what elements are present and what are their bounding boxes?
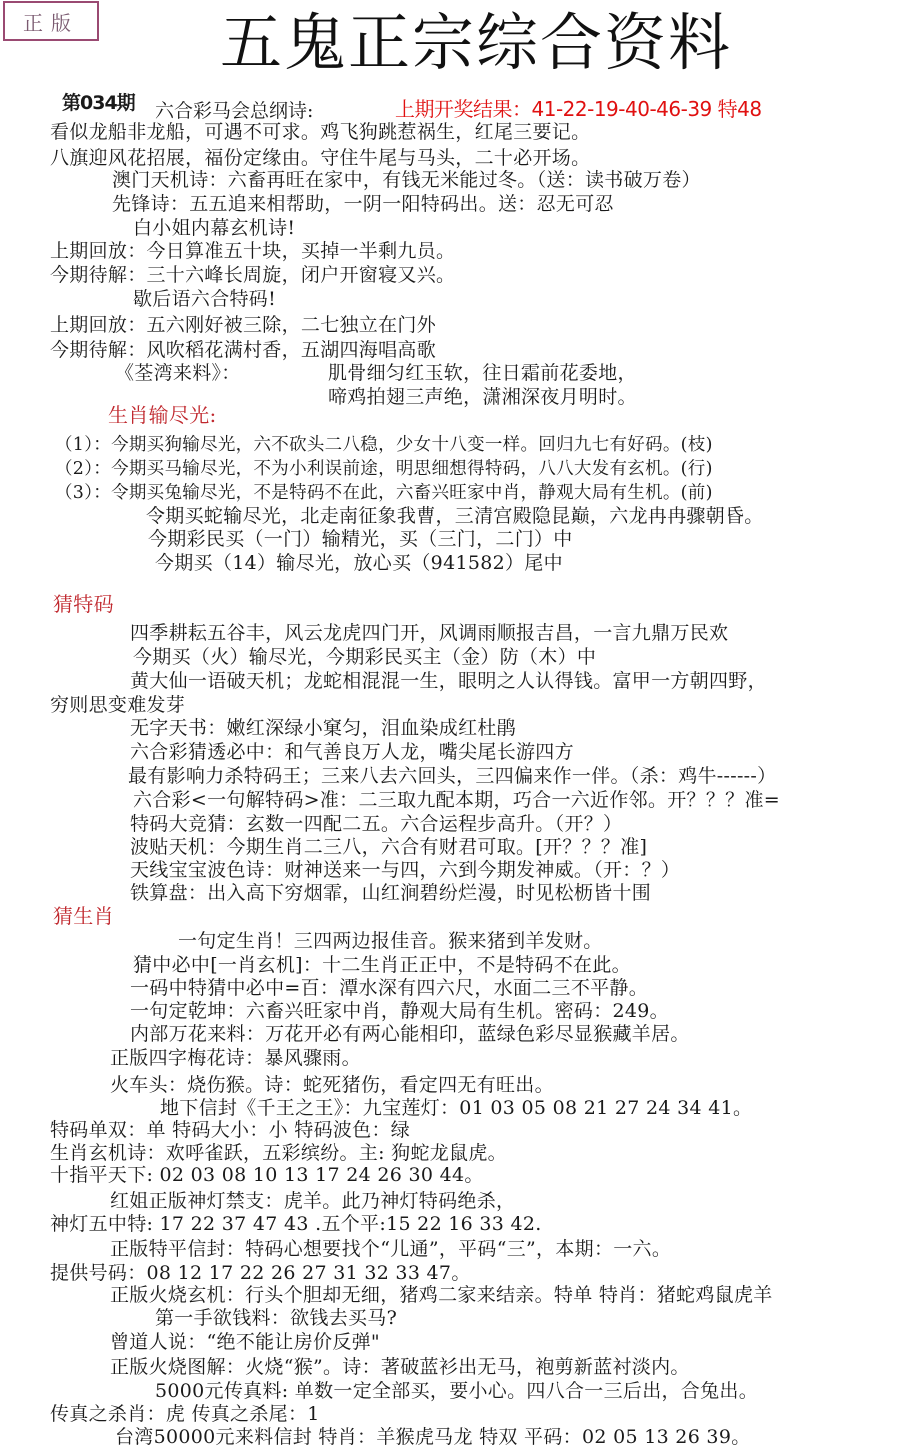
text-line: 红姐正版神灯禁支：虎羊。此乃神灯特码绝杀， [110,1190,516,1212]
text-line: 六合彩<一句解特码>准：二三取九配本期，巧合一六近作邻。开？？？准= [133,789,780,811]
text-line: 上期回放：五六刚好被三除，二七独立在门外 [50,314,437,336]
text-line: 特码大竞猜：玄数一四配二五。六合运程步高升。（开？） [130,813,623,835]
text-line: 歇后语六合特码! [133,288,277,310]
text-line: 上期回放：今日算准五十块，买掉一半剩九员。 [50,240,456,262]
text-line: 地下信封《千王之王》：九宝莲灯：01 03 05 08 21 27 24 34 41。 [160,1097,753,1119]
text-line: （2）：今期买马输尽光，不为小利误前途，明思细想得特码，八八大发有玄机。(行) [55,459,713,479]
issue-number: 第034期 [62,92,135,114]
text-line: 火车头：烧伤猴。诗：蛇死猪伤，看定四无有旺出。 [110,1074,554,1096]
text-line: 曾道人说：“绝不能让房价反弹" [110,1331,380,1353]
last-result-numbers: 41-22-19-40-46-39 [531,97,712,121]
text-line: 一句定生肖！三四两边报佳音。猴来猪到羊发财。 [178,930,603,952]
text-line: 波贴天机：今期生肖二三八，六合有财君可取。[开？？？准] [130,836,648,858]
text-line: 八旗迎风花招展，福份定缘由。守住牛尾与马头，二十必开场。 [50,147,591,169]
text-line: 神灯五中特: 17 22 37 47 43 .五个平:15 22 16 33 42. [50,1213,542,1235]
section-heading: 猜特码 [53,592,114,616]
text-line: 生肖玄机诗：欢呼雀跃，五彩缤纷。主: 狗蛇龙鼠虎。 [50,1142,507,1164]
text-line: 肌骨细匀红玉软，往日霜前花委地， [328,362,637,384]
text-line: 内部万花来料：万花开必有两心能相印，蓝绿色彩尽显猴藏羊居。 [130,1023,690,1045]
text-line: （1）：今期买狗输尽光，六不砍头二八稳，少女十八变一样。回归九七有好码。(枝) [55,435,713,455]
text-line: 穷则思变难发芽 [50,694,186,716]
text-line: 铁算盘：出入高下穷烟霏，山红涧碧纷烂漫，时见松枥皆十围 [130,882,652,904]
text-line: 啼鸡拍翅三声绝，潇湘深夜月明时。 [328,386,637,408]
text-line: 传真之杀肖：虎 传真之杀尾：1 [50,1403,320,1425]
text-line: 看似龙船非龙船，可遇不可求。鸡飞狗跳惹祸生，红尾三要记。 [50,121,591,143]
text-line: 第一手欲钱料：欲钱去买马? [155,1307,398,1329]
text-line: 今期待解：三十六峰长周旋，闭户开窗寝又兴。 [50,264,456,286]
text-line: 一句定乾坤：六畜兴旺家中肖，静观大局有生机。密码：249。 [130,1000,669,1022]
text-line: 四季耕耘五谷丰，风云龙虎四门开，风调雨顺报吉昌，一言九鼎万民欢 [130,622,729,644]
last-draw-result [395,93,762,122]
last-result-label: 上期开奖结果： [395,97,532,121]
text-line: 台湾50000元来料信封 特肖：羊猴虎马龙 特双 平码：02 05 13 26 39。 [115,1426,751,1448]
text-line: 黄大仙一语破天机；龙蛇相混混一生，眼明之人认得钱。富甲一方朝四野， [130,670,767,692]
poem-title: 六合彩马会总纲诗: [155,100,314,122]
text-line: 今期买（14）输尽光，放心买（941582）尾中 [155,552,563,574]
text-line: 天线宝宝波色诗：财神送来一与四，六到今期发神威。（开：？） [130,859,681,881]
text-line: 正版火烧图解：火烧“猴”。诗：著破蓝衫出无马，袍剪新蓝衬淡内。 [110,1356,690,1378]
text-line: 白小姐内幕玄机诗! [133,217,296,239]
text-line: 最有影响力杀特码王；三来八去六回头，三四偏来作一伴。（杀：鸡牛------） [128,765,777,787]
text-line: 今期彩民买（一门）输精光，买（三门，二门）中 [148,528,573,550]
text-line: 正版特平信封：特码心想要找个“儿通”，平码“三”，本期：一六。 [110,1238,672,1260]
official-stamp: 正版 [3,1,99,41]
section-heading: 猜生肖 [53,904,114,928]
text-line: 正版四字梅花诗：暴风骤雨。 [110,1047,361,1069]
text-line: 5000元传真料: 单数一定全部买，要小心。四八合一三后出，合兔出。 [155,1380,758,1402]
text-line: 特码单双：单 特码大小：小 特码波色：绿 [50,1119,411,1141]
text-line: 提供号码：08 12 17 22 26 27 31 32 33 47。 [50,1262,471,1284]
text-line: 一码中特猜中必中=百：潭水深有四六尺，水面二三不平静。 [130,977,649,999]
section-heading: 生肖输尽光: [108,403,217,427]
text-line: 今期买（火）输尽光，今期彩民买主（金）防（木）中 [133,646,597,668]
text-line: 澳门天机诗：六畜再旺在家中，有钱无米能过冬。（送：读书破万卷） [112,169,701,191]
text-line: 十指平天下: 02 03 08 10 13 17 24 26 30 44。 [50,1164,484,1186]
page-title: 五鬼正宗综合资料 [220,6,733,79]
text-line: 正版火烧玄机：行头个胆却无细，猪鸡二家来结亲。特单 特肖：猪蛇鸡鼠虎羊 [110,1284,773,1306]
last-result-special: 特48 [717,97,762,121]
text-line: （3）：令期买兔输尽光，不是特码不在此，六畜兴旺家中肖，静观大局有生机。(前) [55,483,713,503]
text-line: 令期买蛇输尽光，北走南征象我曹，三清宫殿隐昆巅，六龙冉冉骤朝昏。 [146,505,764,527]
text-line: 猜中必中[一肖玄机]：十二生肖正正中，不是特码不在此。 [133,954,631,976]
text-line: 无字天书：嫩红深绿小窠匀，泪血染成红杜鹃 [130,717,517,739]
text-line: 先锋诗：五五追来相帮助，一阴一阳特码出。送：忍无可忍 [112,193,614,215]
text-line: 《荃湾来料》： [115,362,241,384]
text-line: 今期待解：风吹稻花满村香，五湖四海唱高歌 [50,339,437,361]
text-line: 六合彩猜透必中：和气善良万人龙，嘴尖尾长游四方 [130,741,574,763]
